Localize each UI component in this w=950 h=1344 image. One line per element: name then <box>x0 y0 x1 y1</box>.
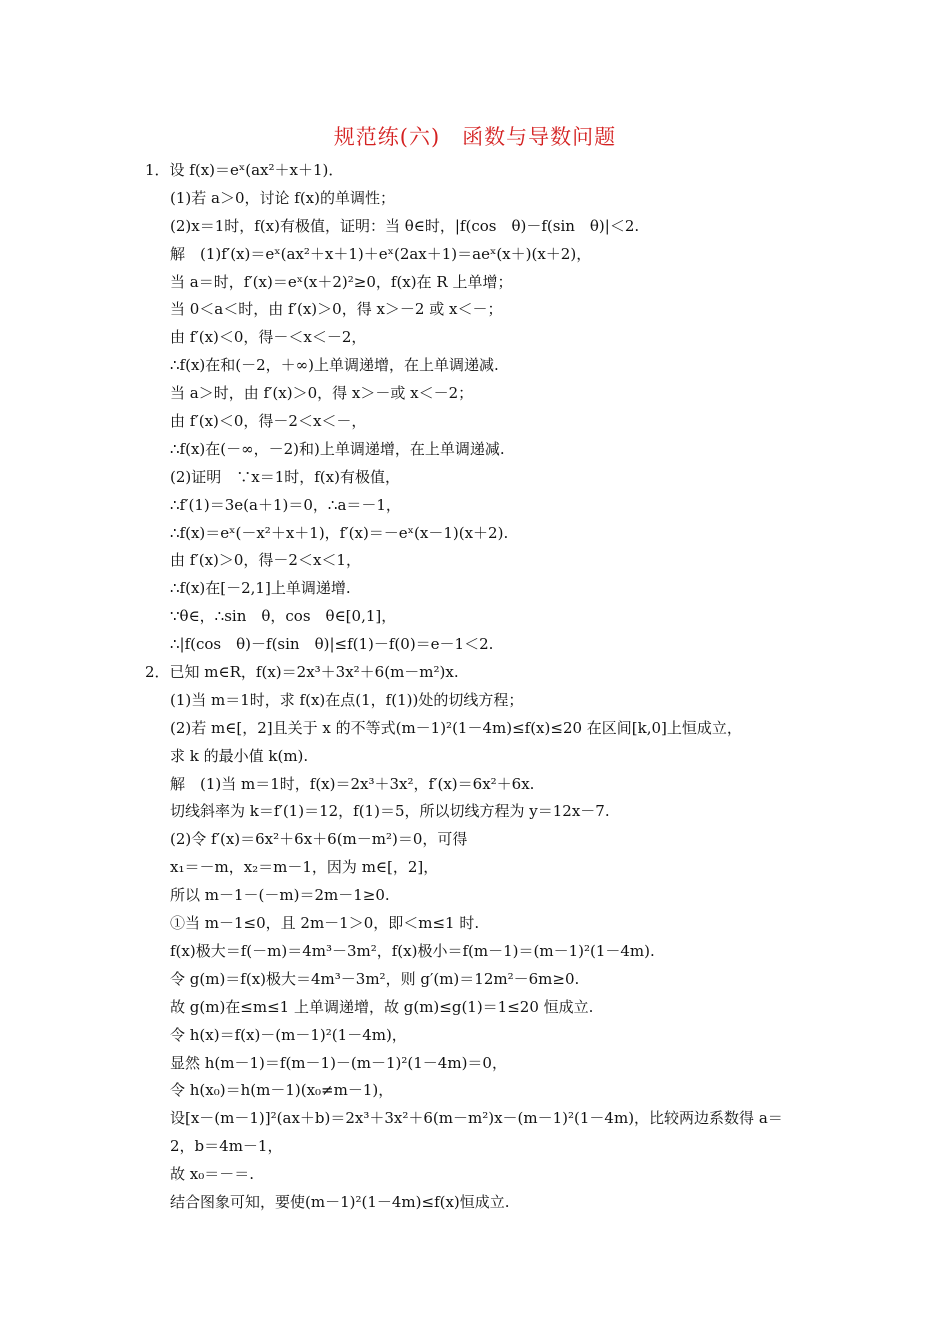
text-line: ∴f(x)在[－2,1]上单调递增. <box>170 579 351 598</box>
text-line: 2，b＝4m－1， <box>170 1137 283 1156</box>
text-line: 所以 m－1－(－m)＝2m－1≥0. <box>170 886 390 905</box>
text-line: (2)令 f′(x)＝6x²＋6x＋6(m－m²)＝0，可得 <box>170 830 468 849</box>
text-line: ∴f(x)＝eˣ(－x²＋x＋1)，f′(x)＝－eˣ(x－1)(x＋2). <box>170 523 509 542</box>
text-line: (1)当 m＝1时，求 f(x)在点(1，f(1))处的切线方程； <box>170 690 524 709</box>
text-line: 设[x－(m－1)]²(ax＋b)＝2x³＋3x²＋6(m－m²)x－(m－1)²(1－4m)，比较两边系数得 a＝ <box>170 1109 783 1128</box>
text-line: ①当 m－1≤0，且 2m－1＞0，即＜m≤1 时. <box>170 914 480 933</box>
text-line: 故 x₀＝－＝. <box>170 1165 255 1184</box>
text-line: (1)若 a＞0，讨论 f(x)的单调性； <box>170 188 395 207</box>
text-line: 显然 h(m－1)＝f(m－1)－(m－1)²(1－4m)＝0， <box>170 1053 507 1072</box>
text-line: 令 h(x)＝f(x)－(m－1)²(1－4m)， <box>170 1025 407 1044</box>
text-line: x₁＝－m，x₂＝m－1，因为 m∈[，2]， <box>170 858 439 877</box>
text-line: 令 g(m)＝f(x)极大＝4m³－3m²，则 g′(m)＝12m²－6m≥0. <box>170 969 580 988</box>
text-line: 由 f′(x)＜0，得－2＜x＜－， <box>170 412 367 431</box>
text-line: 结合图象可知，要使(m－1)²(1－4m)≤f(x)恒成立. <box>170 1192 510 1211</box>
text-line: ∴f(x)在(－∞，－2)和)上单调递增，在上单调递减. <box>170 439 505 458</box>
text-line: 由 f′(x)＜0，得－＜x＜－2， <box>170 328 367 347</box>
text-line: (2)证明 ∵x＝1时，f(x)有极值， <box>170 467 400 486</box>
text-line: 由 f′(x)＞0，得－2＜x＜1， <box>170 551 361 570</box>
text-line: 解 (1)当 m＝1时，f(x)＝2x³＋3x²，f′(x)＝6x²＋6x. <box>170 774 535 793</box>
text-line: ∴f(x)在和(－2，＋∞)上单调递增，在上单调递减. <box>170 356 499 375</box>
text-line: 当 a＞时，由 f′(x)＞0，得 x＞－或 x＜－2； <box>170 384 474 403</box>
text-line: ∵θ∈，∴sin θ，cos θ∈[0,1]， <box>170 607 397 626</box>
text-line: 切线斜率为 k＝f′(1)＝12，f(1)＝5，所以切线方程为 y＝12x－7. <box>170 802 610 821</box>
page-title: 规范练(六) 函数与导数问题 <box>333 125 617 149</box>
text-line: 求 k 的最小值 k(m). <box>170 746 309 765</box>
text-line: (2)若 m∈[，2]且关于 x 的不等式(m－1)²(1－4m)≤f(x)≤20 在区间[k,0]上恒成立， <box>170 718 742 737</box>
text-line: ∴f′(1)＝3e(a＋1)＝0，∴a＝－1， <box>170 495 401 514</box>
text-line: f(x)极大＝f(－m)＝4m³－3m²，f(x)极小＝f(m－1)＝(m－1)²(1－4m). <box>170 941 655 960</box>
text-line: (2)x＝1时，f(x)有极值，证明：当 θ∈时，|f(cos θ)－f(sin θ)|＜2. <box>170 216 640 235</box>
text-line: ∴|f(cos θ)－f(sin θ)|≤f(1)－f(0)＝e－1＜2. <box>170 635 494 654</box>
text-line: 1．设 f(x)＝eˣ(ax²＋x＋1)． <box>145 161 344 179</box>
text-line: 当 a＝时，f′(x)＝eˣ(x＋2)²≥0，f(x)在 R 上单增； <box>170 272 513 291</box>
body-text <box>0 157 950 1217</box>
text-line: 2．已知 m∈R，f(x)＝2x³＋3x²＋6(m－m²)x. <box>145 663 459 682</box>
text-line: 故 g(m)在≤m≤1 上单调递增，故 g(m)≤g(1)＝1≤20 恒成立. <box>170 997 594 1016</box>
text-line: 解 (1)f′(x)＝eˣ(ax²＋x＋1)＋eˣ(2ax＋1)＝aeˣ(x＋)(x＋2)， <box>170 244 592 263</box>
text-line: 令 h(x₀)＝h(m－1)(x₀≠m－1)， <box>170 1081 394 1100</box>
text-line: 当 0＜a＜时，由 f′(x)＞0，得 x＞－2 或 x＜－； <box>170 300 503 319</box>
